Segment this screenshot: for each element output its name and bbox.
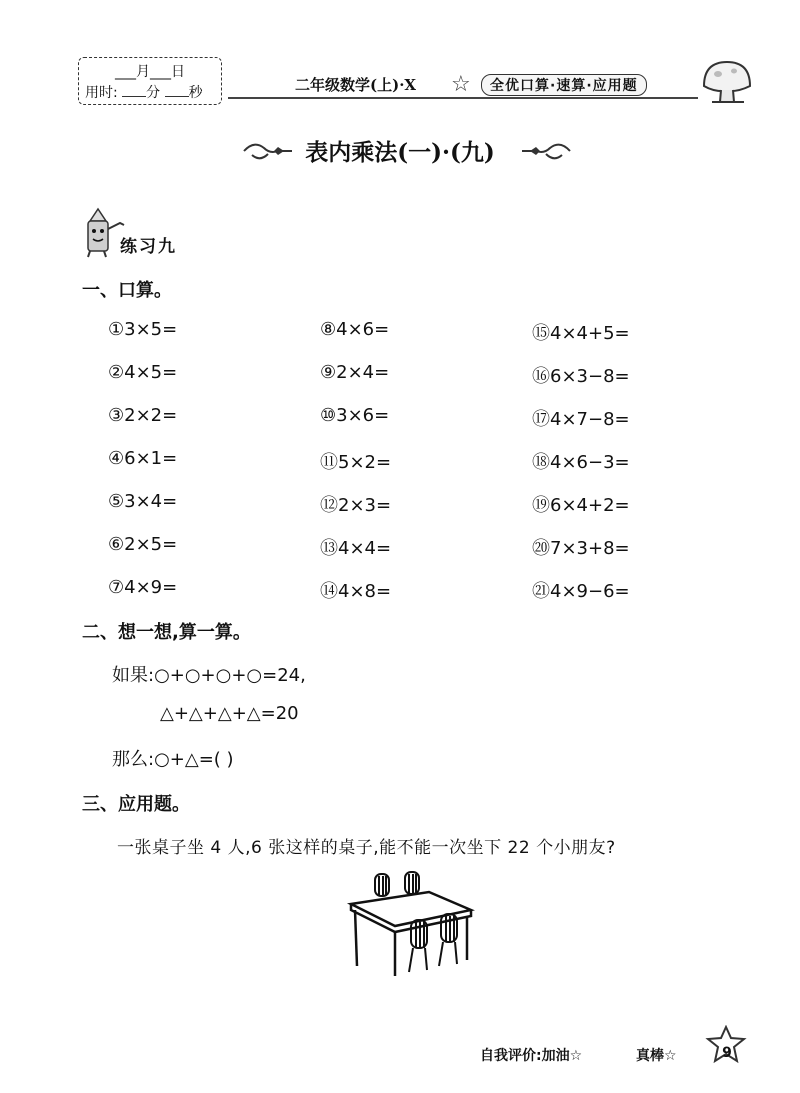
calc-problem: ㉑4×9−6= xyxy=(532,581,630,602)
calc-problem: ⑥2×5= xyxy=(108,534,178,555)
calc-problem: ⑩3×6= xyxy=(320,405,390,426)
calc-problem: ⑯6×3−8= xyxy=(532,366,630,387)
calc-problem: ⑬4×4= xyxy=(320,538,392,559)
mushroom-icon xyxy=(700,58,754,106)
calc-problem: ②4×5= xyxy=(108,362,178,383)
right-ornament-icon xyxy=(520,138,572,164)
calc-problem: ③2×2= xyxy=(108,405,178,426)
star-icon: ☆ xyxy=(451,72,471,97)
calc-problem: ⑪5×2= xyxy=(320,452,392,473)
date-time-box xyxy=(78,57,222,105)
calc-problem: ⑳7×3+8= xyxy=(532,538,630,559)
date-line: ___月___日 xyxy=(115,64,185,80)
calc-problem: ①3×5= xyxy=(108,319,178,340)
header-rule xyxy=(228,97,698,99)
time-label: 用时: xyxy=(85,85,118,101)
q2-answer-line: 那么:○+△=( ) xyxy=(112,749,234,770)
seconds-unit: 秒 xyxy=(188,85,203,101)
great-rating: 真棒☆ xyxy=(636,1048,677,1064)
calc-problem: ⑫2×3= xyxy=(320,495,392,516)
q3-heading: 三、应用题。 xyxy=(82,794,190,815)
time-line xyxy=(85,82,203,102)
table-chairs-icon xyxy=(345,870,475,978)
calc-problem: ⑰4×7−8= xyxy=(532,409,630,430)
q2-circle-equation: 如果:○+○+○+○=24, xyxy=(112,665,306,686)
minutes-unit: 分 xyxy=(146,85,161,101)
self-evaluation: 自我评价:加油☆ xyxy=(480,1048,583,1064)
section-label: 练习九 xyxy=(120,237,177,257)
seconds-blank xyxy=(165,84,189,97)
word-problem-text: 一张桌子坐 4 人,6 张这样的桌子,能不能一次坐下 22 个小朋友? xyxy=(117,838,616,858)
series-title: 全优口算·速算·应用题 xyxy=(481,74,647,96)
calc-problem: ⑨2×4= xyxy=(320,362,390,383)
calc-problem: ⑤3×4= xyxy=(108,491,178,512)
grade-title: 二年级数学(上)·X xyxy=(295,76,417,94)
calc-problem: ⑭4×8= xyxy=(320,581,392,602)
calc-problem: ⑧4×6= xyxy=(320,319,390,340)
page-title: 表内乘法(一)·(九) xyxy=(305,139,495,166)
calc-problem: ⑲6×4+2= xyxy=(532,495,630,516)
page-number: 9 xyxy=(722,1045,732,1061)
minutes-blank xyxy=(122,84,146,97)
q2-heading: 二、想一想,算一算。 xyxy=(82,622,251,643)
q2-triangle-equation: △+△+△+△=20 xyxy=(160,703,299,724)
q1-heading: 一、口算。 xyxy=(82,280,172,301)
calc-problem: ④6×1= xyxy=(108,448,178,469)
calc-problem: ⑦4×9= xyxy=(108,577,178,598)
calc-problem: ⑮4×4+5= xyxy=(532,323,630,344)
calc-problem: ⑱4×6−3= xyxy=(532,452,630,473)
